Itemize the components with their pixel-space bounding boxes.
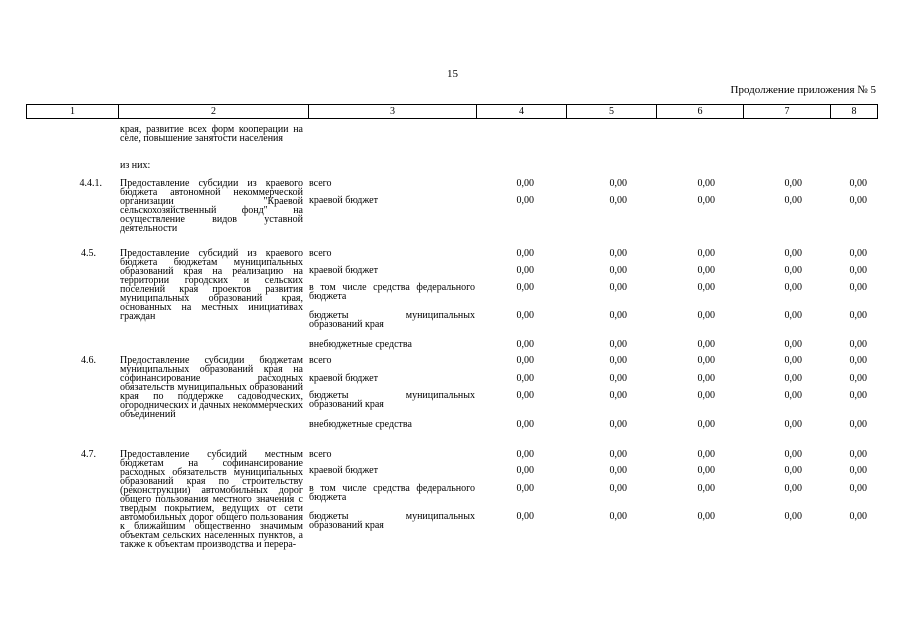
funding-source: внебюджетные средства bbox=[309, 419, 412, 430]
value-cell: 0,00 bbox=[609, 483, 627, 494]
value-cell: 0,00 bbox=[849, 248, 867, 259]
column-header: 3 bbox=[309, 105, 477, 119]
value-cell: 0,00 bbox=[784, 449, 802, 460]
value-cell: 0,00 bbox=[784, 310, 802, 321]
section-number: 4.4.1. bbox=[79, 178, 102, 189]
column-header: 5 bbox=[567, 105, 657, 119]
funding-source: бюджеты муниципальных образований края bbox=[309, 511, 475, 531]
funding-source: краевой бюджет bbox=[309, 265, 378, 276]
value-cell: 0,00 bbox=[516, 390, 534, 401]
value-cell: 0,00 bbox=[609, 339, 627, 350]
value-cell: 0,00 bbox=[609, 511, 627, 522]
section-number: 4.6. bbox=[81, 355, 96, 366]
value-cell: 0,00 bbox=[609, 373, 627, 384]
value-cell: 0,00 bbox=[784, 178, 802, 189]
value-cell: 0,00 bbox=[849, 419, 867, 430]
column-header: 4 bbox=[477, 105, 567, 119]
section-description: Предоставление субсидий из краевого бюджета бюджетам муниципальных образований края на реализацию на территории городских и сельских поселений края проектов развития муниципальных образований края, основанных на местных инициативах граждан bbox=[120, 248, 303, 322]
value-cell: 0,00 bbox=[784, 355, 802, 366]
value-cell: 0,00 bbox=[849, 511, 867, 522]
value-cell: 0,00 bbox=[697, 282, 715, 293]
value-cell: 0,00 bbox=[609, 355, 627, 366]
value-cell: 0,00 bbox=[697, 248, 715, 259]
value-cell: 0,00 bbox=[697, 483, 715, 494]
section-description: Предоставление субсидии из краевого бюджета автономной некоммерческой организации "Краевой сельскохозяйственный фонд" на осуществление видов уставной деятельности bbox=[120, 178, 303, 234]
value-cell: 0,00 bbox=[516, 355, 534, 366]
value-cell: 0,00 bbox=[697, 265, 715, 276]
value-cell: 0,00 bbox=[516, 178, 534, 189]
value-cell: 0,00 bbox=[609, 282, 627, 293]
of-them-label: из них: bbox=[120, 160, 151, 171]
value-cell: 0,00 bbox=[849, 355, 867, 366]
value-cell: 0,00 bbox=[609, 419, 627, 430]
value-cell: 0,00 bbox=[697, 465, 715, 476]
value-cell: 0,00 bbox=[609, 310, 627, 321]
value-cell: 0,00 bbox=[516, 483, 534, 494]
value-cell: 0,00 bbox=[609, 195, 627, 206]
value-cell: 0,00 bbox=[697, 195, 715, 206]
value-cell: 0,00 bbox=[516, 248, 534, 259]
column-header: 8 bbox=[831, 105, 878, 119]
value-cell: 0,00 bbox=[849, 195, 867, 206]
value-cell: 0,00 bbox=[516, 310, 534, 321]
appendix-note: Продолжение приложения № 5 bbox=[730, 84, 876, 96]
value-cell: 0,00 bbox=[697, 310, 715, 321]
funding-source: бюджеты муниципальных образований края bbox=[309, 390, 475, 410]
value-cell: 0,00 bbox=[697, 419, 715, 430]
funding-source: всего bbox=[309, 449, 332, 460]
value-cell: 0,00 bbox=[516, 195, 534, 206]
funding-source: краевой бюджет bbox=[309, 195, 378, 206]
funding-source: бюджеты муниципальных образований края bbox=[309, 310, 475, 330]
value-cell: 0,00 bbox=[784, 248, 802, 259]
value-cell: 0,00 bbox=[609, 390, 627, 401]
value-cell: 0,00 bbox=[697, 178, 715, 189]
value-cell: 0,00 bbox=[697, 373, 715, 384]
column-header: 2 bbox=[119, 105, 309, 119]
funding-source: внебюджетные средства bbox=[309, 339, 412, 350]
continuation-text: края, развитие всех форм кооперации на селе, повышение занятости населения bbox=[120, 124, 303, 144]
value-cell: 0,00 bbox=[849, 449, 867, 460]
value-cell: 0,00 bbox=[849, 282, 867, 293]
value-cell: 0,00 bbox=[697, 355, 715, 366]
value-cell: 0,00 bbox=[849, 373, 867, 384]
value-cell: 0,00 bbox=[784, 465, 802, 476]
value-cell: 0,00 bbox=[784, 265, 802, 276]
value-cell: 0,00 bbox=[784, 511, 802, 522]
value-cell: 0,00 bbox=[516, 419, 534, 430]
value-cell: 0,00 bbox=[849, 483, 867, 494]
value-cell: 0,00 bbox=[516, 373, 534, 384]
section-description: Предоставление субсидий местным бюджетам на софинансирование расходных обязательств муниципальных образований края по строительству (реконструкции) автомобильных дорог общего пользования местного значения с твердым покрытием, ведущих от сети автомобильных дорог общего пользования к ближайшим общественно значимым объектам сельских населенных пунктов, а также к объектам производства и перера- bbox=[120, 449, 303, 550]
section-description: Предоставление субсидии бюджетам муниципальных образований края на софинансирование расходных обязательств муниципальных образований края по поддержке садоводческих, огороднических и дачных некоммерческих объединений bbox=[120, 355, 303, 420]
section-number: 4.7. bbox=[81, 449, 96, 460]
column-header: 1 bbox=[27, 105, 119, 119]
value-cell: 0,00 bbox=[849, 265, 867, 276]
value-cell: 0,00 bbox=[784, 419, 802, 430]
value-cell: 0,00 bbox=[609, 178, 627, 189]
section-number: 4.5. bbox=[81, 248, 96, 259]
value-cell: 0,00 bbox=[516, 511, 534, 522]
value-cell: 0,00 bbox=[697, 339, 715, 350]
column-header: 7 bbox=[744, 105, 831, 119]
value-cell: 0,00 bbox=[609, 465, 627, 476]
value-cell: 0,00 bbox=[697, 511, 715, 522]
value-cell: 0,00 bbox=[609, 248, 627, 259]
value-cell: 0,00 bbox=[516, 282, 534, 293]
value-cell: 0,00 bbox=[609, 265, 627, 276]
funding-source: краевой бюджет bbox=[309, 373, 378, 384]
value-cell: 0,00 bbox=[516, 465, 534, 476]
page-number: 15 bbox=[447, 68, 458, 80]
funding-source: в том числе средства федерального бюджета bbox=[309, 483, 475, 503]
value-cell: 0,00 bbox=[784, 483, 802, 494]
value-cell: 0,00 bbox=[849, 465, 867, 476]
value-cell: 0,00 bbox=[784, 195, 802, 206]
column-header: 6 bbox=[657, 105, 744, 119]
value-cell: 0,00 bbox=[609, 449, 627, 460]
value-cell: 0,00 bbox=[516, 265, 534, 276]
value-cell: 0,00 bbox=[697, 449, 715, 460]
value-cell: 0,00 bbox=[784, 282, 802, 293]
value-cell: 0,00 bbox=[849, 310, 867, 321]
value-cell: 0,00 bbox=[849, 178, 867, 189]
funding-source: всего bbox=[309, 248, 332, 259]
value-cell: 0,00 bbox=[784, 373, 802, 384]
value-cell: 0,00 bbox=[849, 339, 867, 350]
funding-source: краевой бюджет bbox=[309, 465, 378, 476]
value-cell: 0,00 bbox=[784, 339, 802, 350]
value-cell: 0,00 bbox=[516, 339, 534, 350]
value-cell: 0,00 bbox=[516, 449, 534, 460]
value-cell: 0,00 bbox=[697, 390, 715, 401]
funding-source: всего bbox=[309, 355, 332, 366]
value-cell: 0,00 bbox=[849, 390, 867, 401]
value-cell: 0,00 bbox=[784, 390, 802, 401]
funding-source: в том числе средства федерального бюджета bbox=[309, 282, 475, 302]
funding-source: всего bbox=[309, 178, 332, 189]
